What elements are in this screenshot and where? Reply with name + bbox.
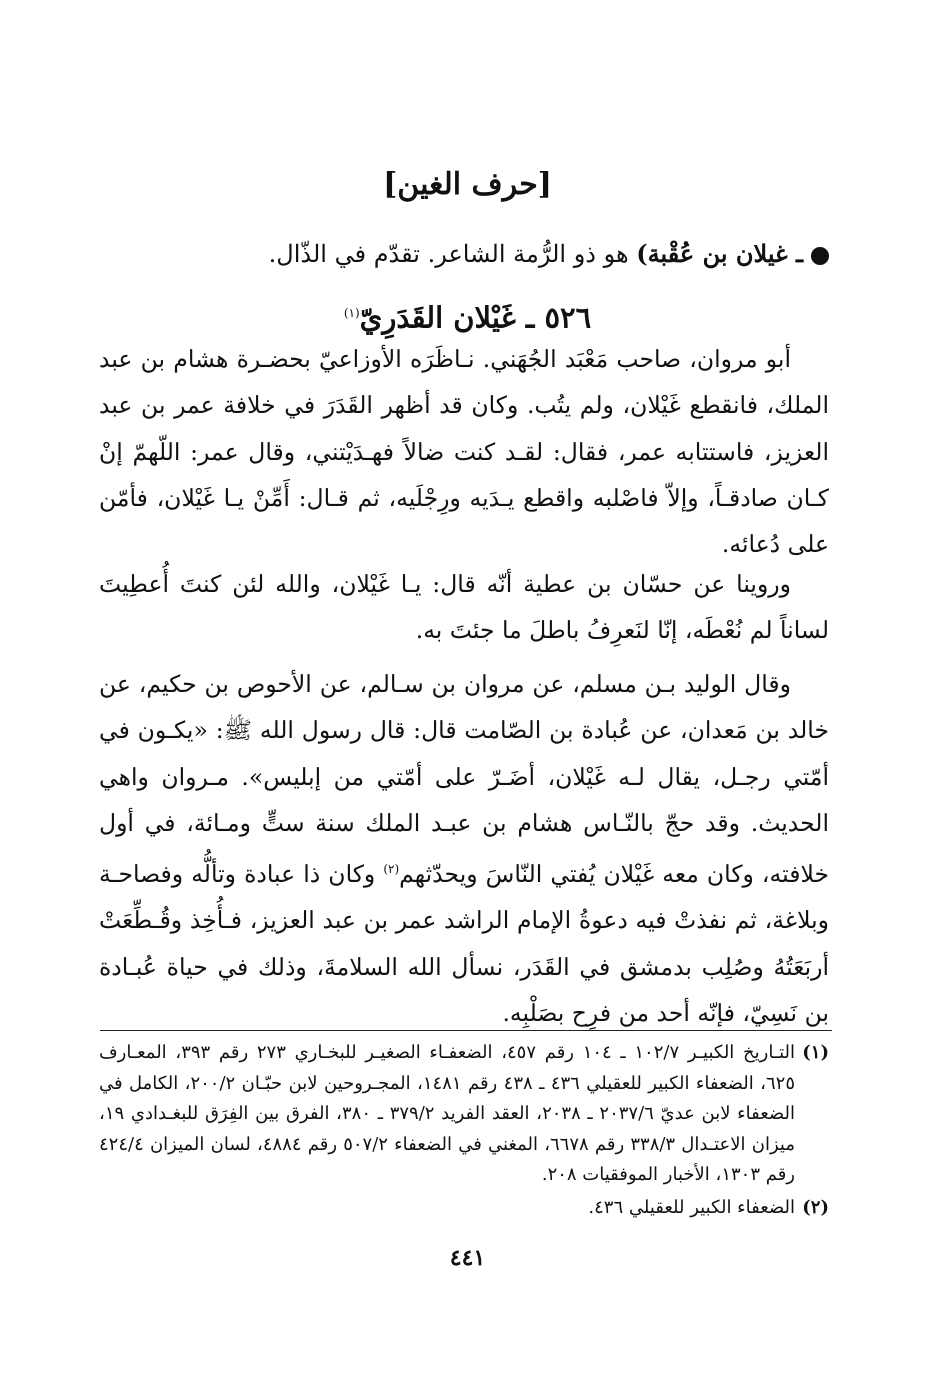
paragraph-3-part-2: وكان ذا عبادة وتألُّه وفصاحـة وبلاغة، ثم نفذتْ فيه دعوةُ الإمام الراشد عمر بن عبد العزيز، فـأُخِذ وقُـطِّعَتْ أربَعَتُهُ وصُلِب بدمشق في القَدَر، نسأل الله السلامةَ، وذلك في حياة عُبـادة بن نَسِيّ، فإنّه أحد من فرِح بصَلْبِه. — [99, 860, 829, 1027]
entry-heading-text: ٥٢٦ ـ غَيْلان القَدَرِيّ — [359, 300, 592, 335]
paragraph-3-text — [99, 661, 829, 1036]
entry-heading — [0, 288, 935, 343]
footnote-2-marker: (٢) — [802, 1196, 829, 1218]
bullet-icon — [811, 247, 829, 265]
cross-reference-line — [89, 228, 829, 280]
footnote-1 — [99, 1038, 829, 1191]
paragraph-3-part-1: وقال الوليد بـن مسلم، عن مروان بن سـالم، عن الأحوص بن حكيم، عن خالد بن مَعدان، عن عُبادة بن الصّامت قال: قال رسول الله ﷺ: «يكـون في أمّتي رجـل، يقال لـه غَيْلان، أضَـرّ على أمّتي من إبليس». مـروان واهي الحديث. وقد حجّ بالنّـاس هشام بن عبـد الملك سنة ستٍّ ومـائة، في أول خلافته، وكان معه غَيْلان يُفتي النّاسَ ويحدّثهم — [99, 670, 829, 889]
paragraph-3 — [99, 661, 829, 1036]
footnote-ref-1: (١) — [343, 306, 360, 320]
page-number: ٤٤١ — [449, 1245, 486, 1271]
footnote-2 — [99, 1193, 829, 1224]
footnote-2-text: الضعفاء الكبير للعقيلي ٤٣٦. — [588, 1196, 795, 1218]
paragraph-2 — [99, 561, 829, 654]
paragraph-1-text: أبو مروان، صاحب مَعْبَد الجُهَني. نـاظَرَه الأوزاعيّ بحضـرة هشام بن عبد الملك، فانقطع غَيْلان، ولم يتُب. وكان قد أظهر القَدَرَ في خلافة عمر بن عبد العزيز، فاستتابه عمر، فقال: لقـد كنت ضالاً فهـدَيْتني، وقال عمر: اللّهمّ إنْ كـان صادقـاً، وإلاّ فاصْلبه واقطع يـدَيه ورِجْلَيه، ثم قـال: أَمِّنْ يـا غَيْلان، فأمّن على دُعائه. — [99, 345, 829, 559]
paragraph-1 — [99, 336, 829, 567]
footnote-ref-2: (٢) — [383, 862, 400, 877]
cross-reference-name: ـ غيلان بن عُقْبة) — [636, 239, 803, 268]
footnotes — [99, 1038, 829, 1223]
footnote-1-text: التـاريخ الكبيـر ١٠٢/٧ ـ ١٠٤ رقم ٤٥٧، الضعفـاء الصغيـر للبخـاري ٢٧٣ رقم ٣٩٣، المعـارف ٦٢٥، الضعفاء الكبير للعقيلي ٤٣٦ ـ ٤٣٨ رقم ١٤٨١، المجـروحين لابن حبّـان ٢٠٠/٢، الكامل في الضعفاء لابن عديّ ٢٠٣٧/٦ ـ ٢٠٣٨، العقد الفريد ٣٧٩/٢ ـ ٣٨٠، الفرق بين الفِرَق للبغـدادي ١٩، ميزان الاعتـدال ٣٣٨/٣ رقم ٦٦٧٨، المغني في الضعفاء ٥٠٧/٢ رقم ٤٨٨٤، لسان الميزان ٤٢٤/٤ رقم ١٣٠٣، الأخبار الموفقيات ٢٠٨. — [99, 1042, 796, 1185]
footnote-1-marker: (١) — [802, 1042, 829, 1063]
footnote-divider — [100, 1030, 832, 1031]
section-title: [حرف الغين] — [383, 167, 552, 202]
paragraph-2-text: وروينا عن حسّان بن عطية أنّه قال: يـا غَيْلان، والله لئن كنتَ أُعطِيتَ لساناً لم نُعْطَه، إنّا لنَعرِفُ باطلَ ما جئتَ به. — [99, 570, 829, 645]
cross-reference-text: هو ذو الرُّمة الشاعر. تقدّم في الذّال. — [268, 240, 637, 268]
